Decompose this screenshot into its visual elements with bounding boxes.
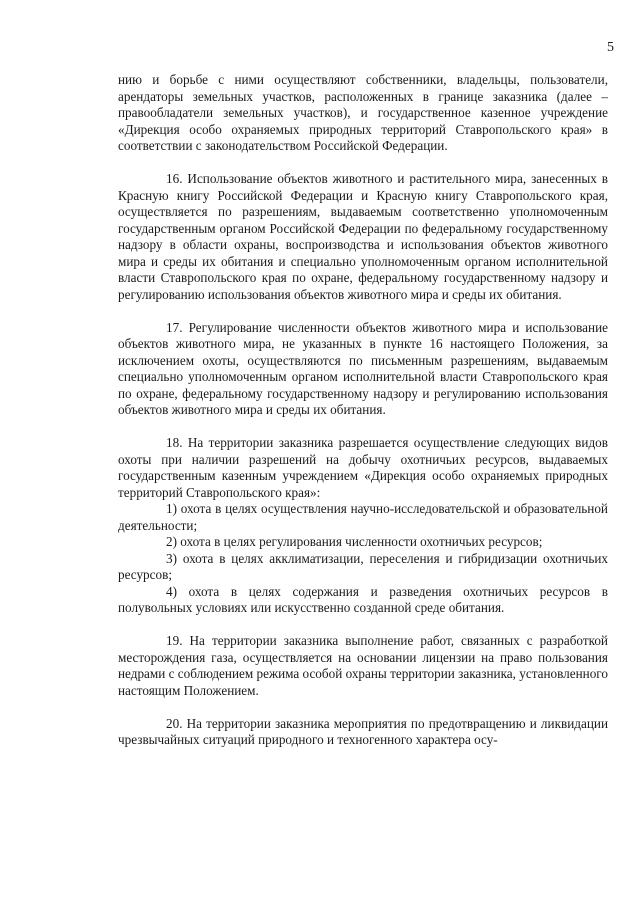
paragraph-18: 18. На территории заказника разрешается осуществление следующих видов охоты при наличии разрешений на добычу охотничьих ресурсов, выдаваемых государственным казенным учреждением «Дирекция особо охраняемых природных территорий Ставропольского края»:	[118, 435, 608, 500]
paragraph-17: 17. Регулирование численности объектов животного мира и использование объектов животного мира, не указанных в пункте 16 настоящего Положения, за исключением охоты, осуществляются по письменным разрешениям, выдаваемым специально уполномоченным органом исполнительной власти Ставропольского края по охране, федеральному государственному надзору и регулированию использования объектов животного мира и среды их обитания.	[118, 319, 608, 417]
document-body	[118, 72, 608, 749]
paragraph-16: 16. Использование объектов животного и растительного мира, занесенных в Красную книгу Российской Федерации и Красную книгу Ставропольского края, осуществляется по разрешениям, выдаваемым соответственно уполномоченным государственным органом Российской Федерации по федеральному государственному надзору в области охраны, воспроизводства и использования объектов животного мира и среды их обитания и специально уполномоченным органом исполнительной власти Ставропольского края по охране, федеральному государственному надзору и регулированию использования объектов животного мира и среды их обитания.	[118, 171, 608, 302]
paragraph-15-continuation: нию и борьбе с ними осуществляют собственники, владельцы, пользователи, арендаторы земельных участков, расположенных в границе заказника (далее – правообладатели земельных участков), и государственное казенное учреждение «Дирекция особо охраняемых природных территорий Ставропольского края» в соответствии с законодательством Российской Федерации.	[118, 72, 608, 153]
paragraph-18-item-4: 4) охота в целях содержания и разведения охотничьих ресурсов в полувольных условиях или искусственно созданной среде обитания.	[118, 583, 608, 615]
paragraph-19: 19. На территории заказника выполнение работ, связанных с разработкой месторождения газа, осуществляется на основании лицензии на право пользования недрами с соблюдением режима особой охраны территории заказника, установленного настоящим Положением.	[118, 633, 608, 698]
page-number: 5	[607, 40, 614, 55]
paragraph-18-item-2: 2) охота в целях регулирования численности охотничьих ресурсов;	[166, 534, 543, 549]
paragraph-18-item-1: 1) охота в целях осуществления научно-исследовательской и образовательной деятельности;	[118, 501, 608, 533]
paragraph-18-item-3: 3) охота в целях акклиматизации, переселения и гибридизации охотничьих ресурсов;	[118, 550, 608, 582]
paragraph-20: 20. На территории заказника мероприятия по предотвращению и ликвидации чрезвычайных ситуаций природного и техногенного характера осу-	[118, 715, 608, 747]
